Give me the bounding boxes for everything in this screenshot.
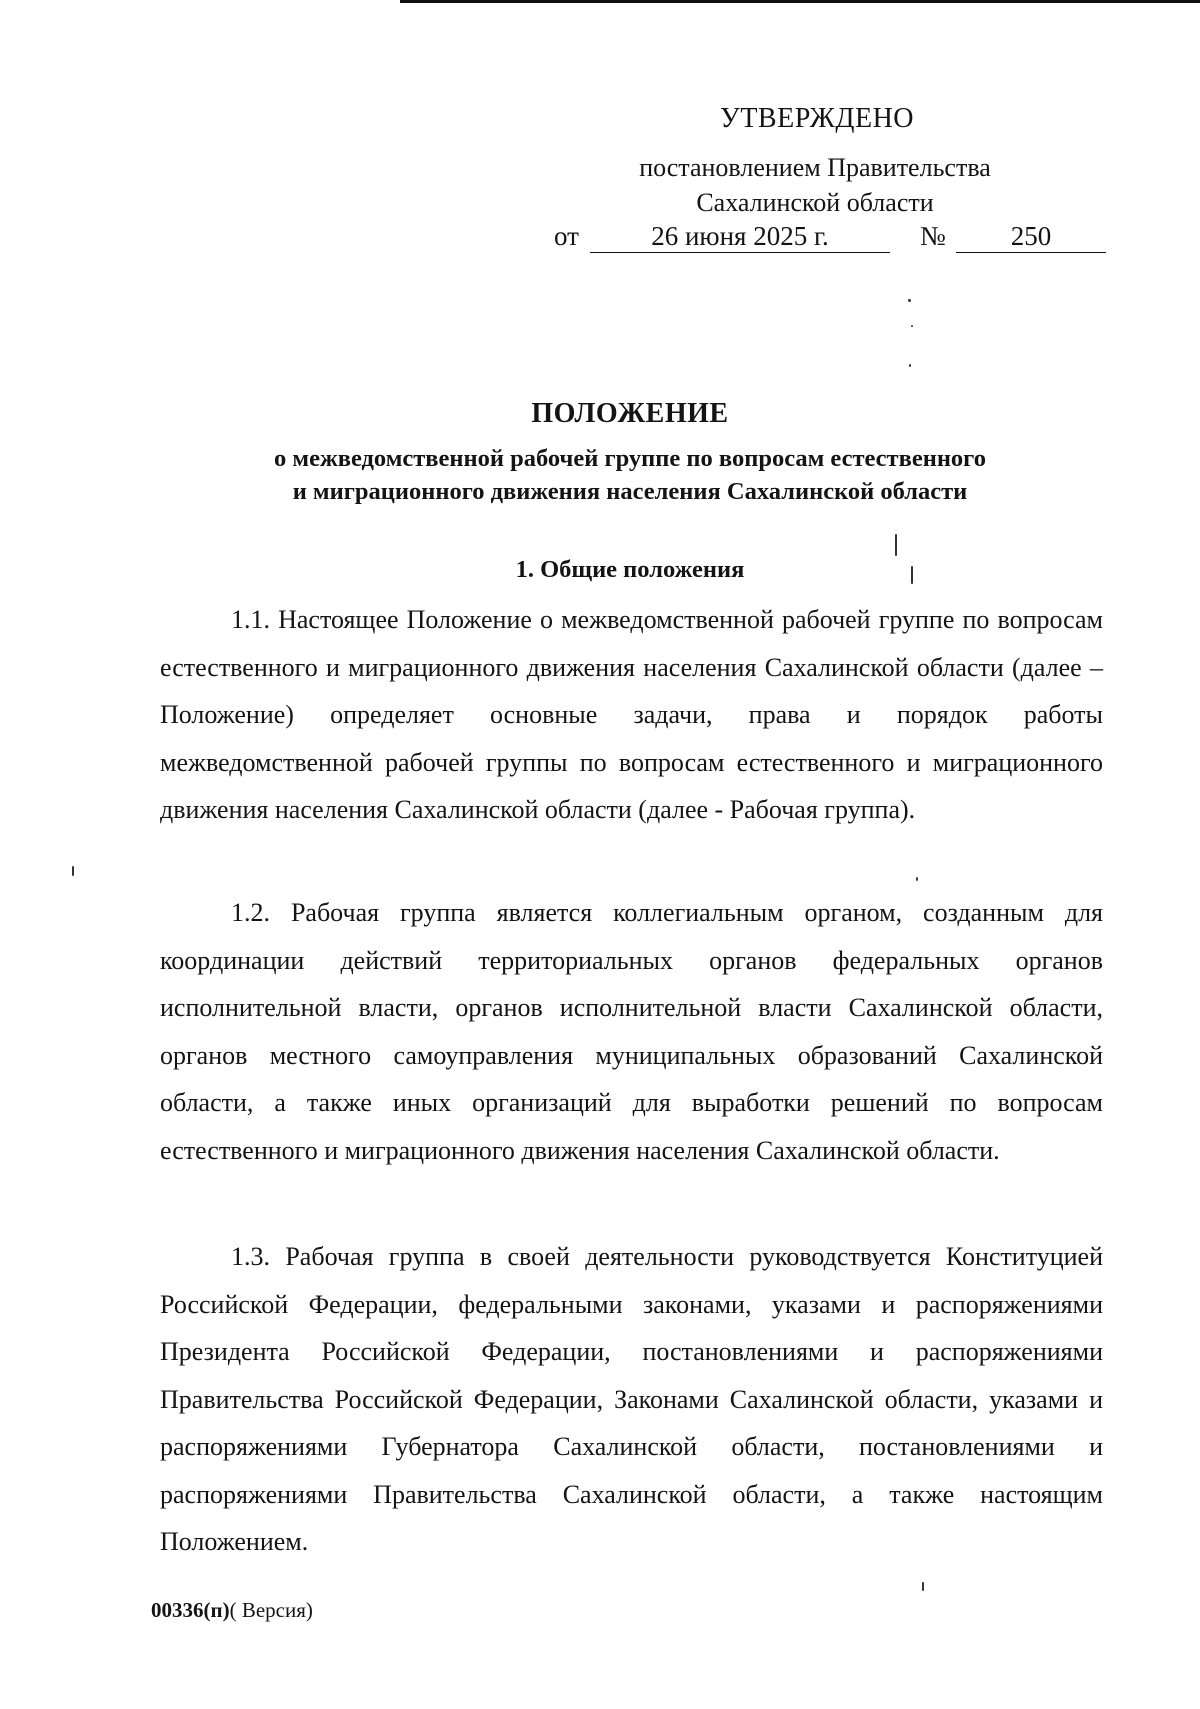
document-title: ПОЛОЖЕНИЕ	[531, 398, 729, 429]
paragraph-text: 1.2. Рабочая группа является коллегиальным органом, созданным для координации действий территориальных органов федеральных органов исполнительной власти, органов исполнительной власти Сахалинской области, органов местного самоуправления муниципальных образований Сахалинской области, а также иных организаций для выработки решений по вопросам естественного и миграционного движения населения Сахалинской области.	[160, 898, 1103, 1165]
scan-speck	[895, 534, 897, 556]
paragraph-1-3	[160, 1233, 1103, 1566]
number-sign: №	[920, 221, 946, 251]
paragraph-text: 1.1. Настоящее Положение о межведомственной рабочей группе по вопросам естественного и миграционного движения населения Сахалинской области (далее – Положение) определяет основные задачи, права и порядок работы межведомственной рабочей группы по вопросам естественного и миграционного движения населения Сахалинской области (далее - Рабочая группа).	[160, 605, 1103, 824]
approval-line-2: Сахалинской области	[696, 188, 934, 217]
approval-number: 250	[956, 221, 1106, 253]
scan-speck	[908, 299, 911, 302]
footer-version: ( Версия)	[229, 1598, 313, 1622]
scan-speck	[72, 866, 74, 876]
approval-date: 26 июня 2025 г.	[590, 221, 890, 253]
scan-speck	[909, 364, 911, 367]
document-subtitle-line-2: и миграционного движения населения Сахалинской области	[292, 478, 968, 505]
approval-date-row	[554, 221, 1114, 257]
document-subtitle-line-1: о межведомственной рабочей группе по вопросам естественного	[274, 445, 986, 472]
from-label: от	[554, 221, 579, 251]
paragraph-1-2	[160, 889, 1103, 1174]
scan-speck	[916, 877, 918, 881]
scan-speck	[922, 1582, 924, 1591]
paragraph-text: 1.3. Рабочая группа в своей деятельности руководствуется Конституцией Российской Федерации, федеральными законами, указами и распоряжениями Президента Российской Федерации, постановлениями и распоряжениями Правительства Российской Федерации, Законами Сахалинской области, указами и распоряжениями Губернатора Сахалинской области, постановлениями и распоряжениями Правительства Сахалинской области, а также настоящим Положением.	[160, 1242, 1103, 1556]
section-heading: 1. Общие положения	[515, 556, 745, 583]
scan-speck	[911, 325, 913, 327]
scan-speck	[911, 566, 913, 584]
footer-code: 00336(п)	[151, 1598, 230, 1622]
footer-document-code	[151, 1598, 313, 1623]
paragraph-1-1	[160, 596, 1103, 834]
approval-line-1: постановлением Правительства	[639, 153, 991, 182]
top-edge-rule	[400, 0, 1200, 3]
approval-title: УТВЕРЖДЕНО	[720, 103, 915, 134]
